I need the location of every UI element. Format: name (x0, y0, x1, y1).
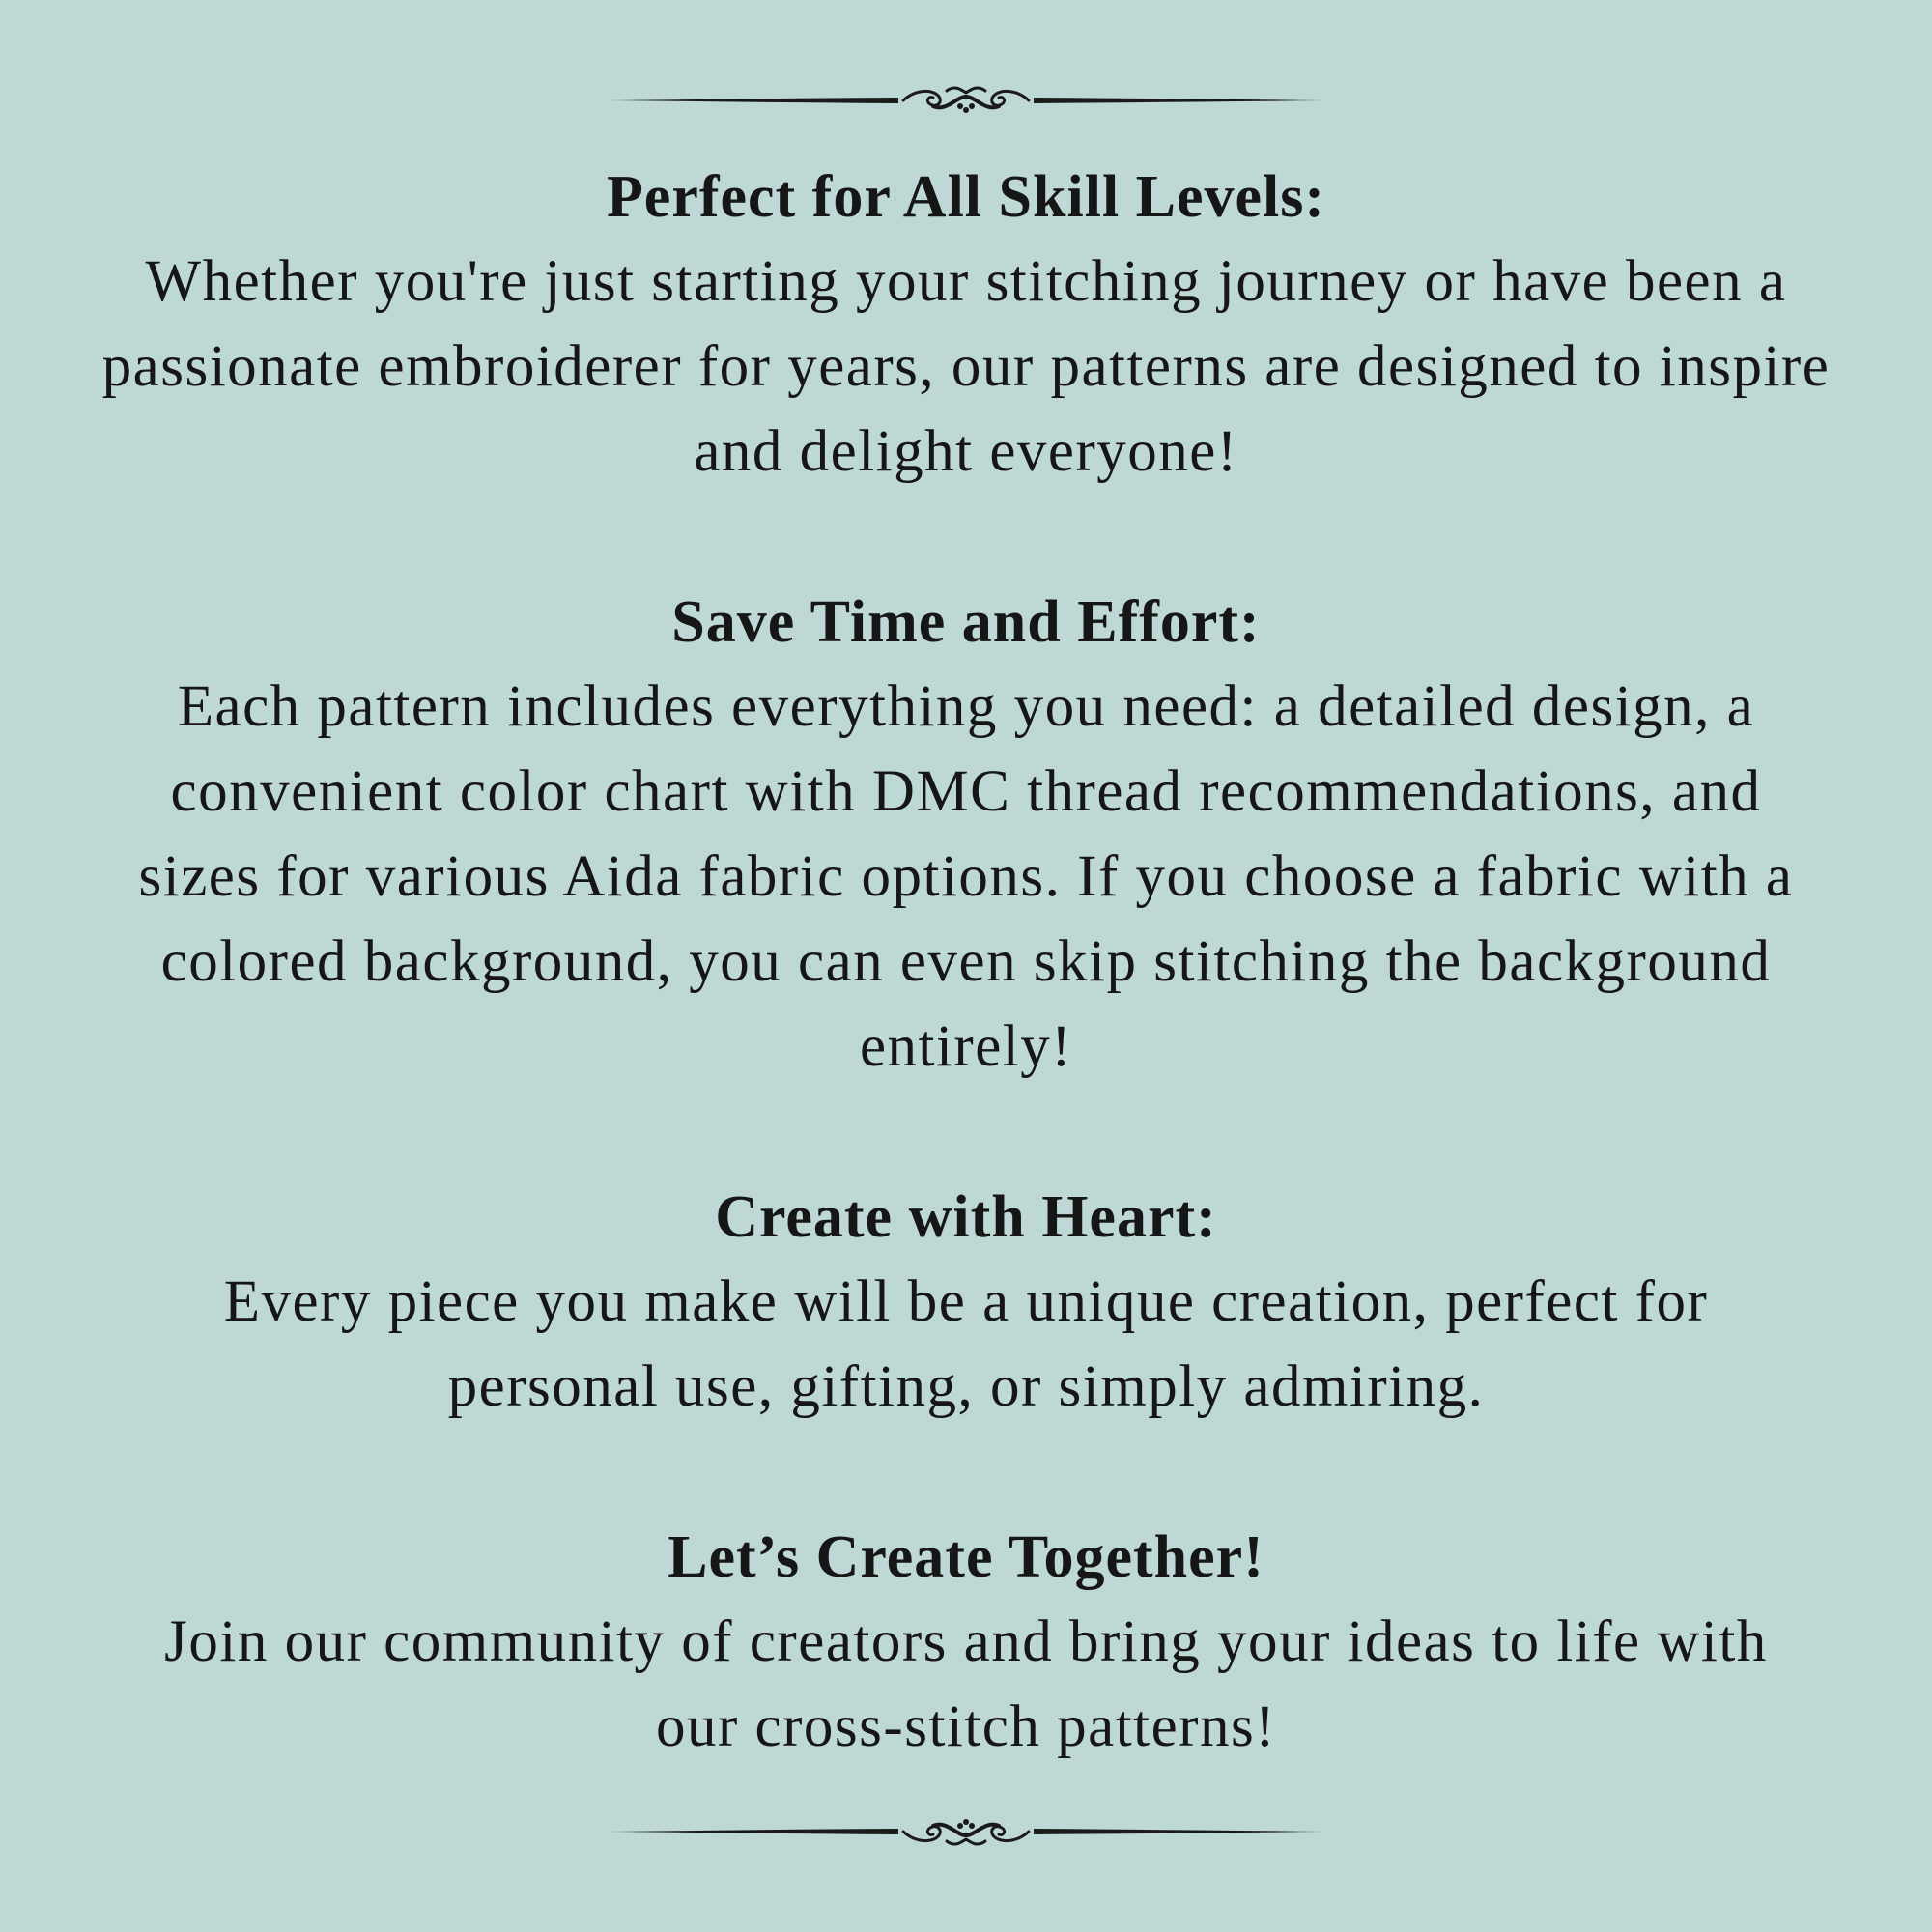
section-create-together (97, 1515, 1835, 1770)
section-heading: Save Time and Effort: (671, 589, 1261, 655)
section-heading: Create with Heart: (715, 1184, 1217, 1250)
bottom-ornamental-divider-icon (609, 1812, 1323, 1851)
section-save-time (97, 580, 1835, 1090)
section-body: Every piece you make will be a unique creation, perfect for personal use, gifting, or simply admiring. (223, 1269, 1709, 1419)
section-heading: Let’s Create Together! (668, 1524, 1264, 1590)
section-body: Whether you're just starting your stitching journey or have been a passionate embroiderer for years, our patterns are designed to inspire and delight everyone! (101, 249, 1831, 484)
section-body: Join our community of creators and bring your ideas to life with our cross-stitch patterns! (164, 1609, 1768, 1759)
section-heading: Perfect for All Skill Levels: (606, 164, 1326, 230)
top-ornamental-divider-icon (609, 81, 1323, 120)
section-body: Each pattern includes everything you need: a detailed design, a convenient color chart with DMC thread recommendations, and sizes for various Aida fabric options. If you choose a fabric with a colored background, you can even skip stitching the background entirely! (138, 674, 1794, 1079)
section-skill-levels (97, 155, 1835, 495)
section-create-with-heart (97, 1175, 1835, 1430)
